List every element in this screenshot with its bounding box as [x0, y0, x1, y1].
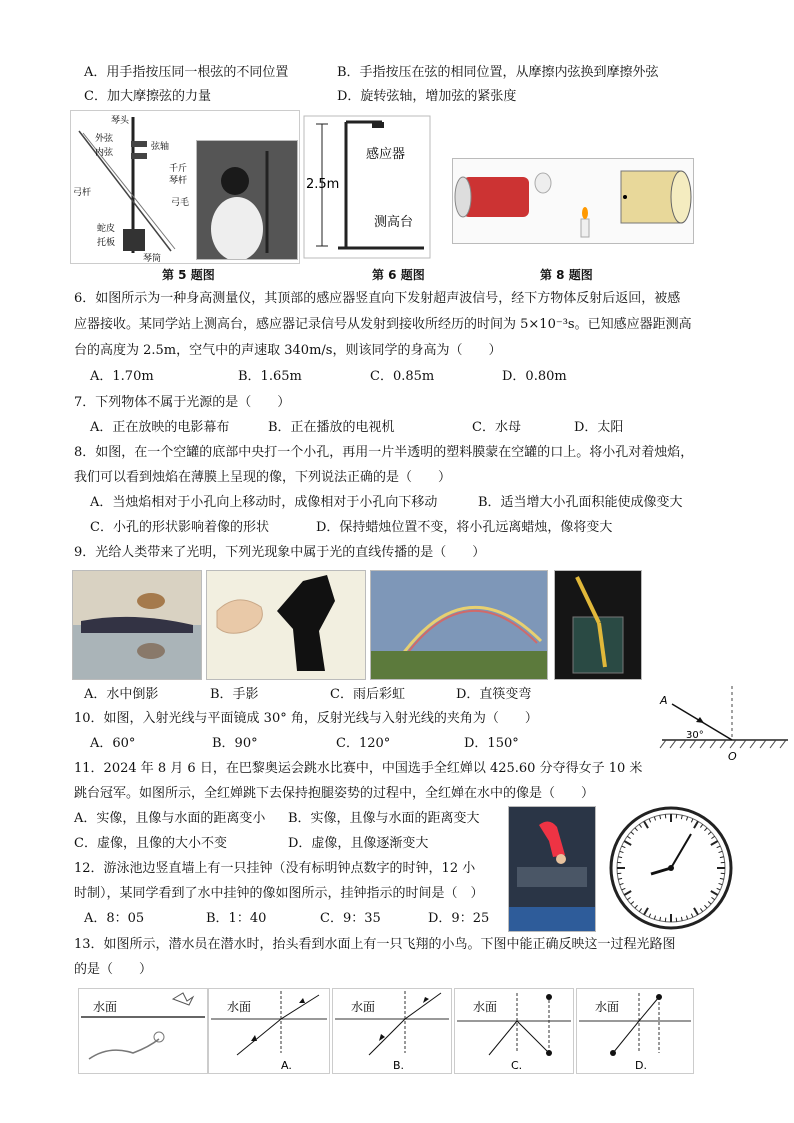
q8-option-d: D．保持蜡烛位置不变，将小孔远离蜡烛，像将变大	[316, 520, 613, 535]
q13-line-2: 的是（ ）	[74, 962, 153, 977]
q11-line-1: 11．2024 年 8 月 6 日，在巴黎奥运会跳水比赛中，中国选手全红婵以 425.60 分夺得女子 10 米	[74, 761, 643, 776]
q13-b-label: B.	[393, 1059, 405, 1072]
q7-option-d: D．太阳	[574, 420, 624, 435]
q6-option-b: B．1.65m	[238, 369, 302, 384]
q12-option-c: C．9：35	[320, 911, 381, 926]
q6-line-3: 台的高度为 2.5m，空气中的声速取 340m/s，则该同学的身高为（ ）	[74, 343, 502, 358]
q9-option-a: A．水中倒影	[84, 687, 159, 702]
q11-option-a: A．实像，且像与水面的距离变小	[74, 811, 266, 826]
q6-option-d: D．0.80m	[502, 369, 567, 384]
q12-option-d: D．9：25	[428, 911, 490, 926]
q6-line-2: 应器接收。某同学站上测高台，感应器记录信号从发射到接收所经历的时间为 5×10⁻³s。已知感应器距测高	[74, 317, 692, 332]
q11-line-2: 跳台冠军。如图所示，全红婵跳下去保持抱腿姿势的过程中，全红婵在水中的像是（ ）	[74, 786, 595, 801]
q11-option-b: B．实像，且像与水面的距离变大	[288, 811, 480, 826]
q5-option-b: B．手指按压在弦的相同位置，从摩擦内弦换到摩擦外弦	[337, 65, 659, 80]
label-tuoban: 托板	[97, 238, 116, 248]
caption-fig8: 第 8 题图	[540, 268, 593, 282]
q10-option-d: D．150°	[464, 736, 519, 751]
q6-option-a: A．1.70m	[90, 369, 154, 384]
q8-option-b: B．适当增大小孔面积能使成像变大	[478, 495, 683, 510]
q13-option-d-diagram[interactable]	[576, 988, 694, 1074]
q12-line-1: 12．游泳池边竖直墙上有一只挂钟（没有标明钟点数字的时钟，12 小	[74, 861, 476, 876]
label-waixian: 外弦	[95, 134, 114, 144]
q10-stem: 10．如图，入射光线与平面镜成 30° 角，反射光线与入射光线的夹角为（ ）	[74, 711, 538, 726]
q5-option-d: D．旋转弦轴，增加弦的紧张度	[337, 89, 517, 104]
platform-label: 测高台	[374, 215, 414, 230]
sensor-label: 感应器	[366, 147, 406, 162]
q12-option-b: B．1：40	[206, 911, 267, 926]
q13-a-water: 水面	[227, 1000, 252, 1014]
q8-line-1: 8．如图，在一个空罐的底部中央打一个小孔，再用一片半透明的塑料膜蒙在空罐的口上。将小孔对着烛焰，	[74, 445, 694, 460]
q9-stem: 9．光给人类带来了光明，下列光现象中属于光的直线传播的是（ ）	[74, 545, 486, 560]
clock-image	[606, 804, 736, 932]
q13-d-water: 水面	[595, 1000, 620, 1014]
q13-line-1: 13．如图所示，潜水员在潜水时，抬头看到水面上有一只飞翔的小鸟。下图中能正确反映这一过程光路图	[74, 937, 676, 952]
label-qintong: 琴筒	[143, 254, 162, 263]
q12-line-2: 时制），某同学看到了水中挂钟的像如图所示，挂钟指示的时间是（ ）	[74, 886, 484, 901]
photo-rainbow	[370, 570, 548, 680]
label-shepi: 蛇皮	[97, 224, 116, 234]
label-qianjin: 千斤	[169, 164, 188, 174]
q13-option-c-diagram[interactable]	[454, 988, 574, 1074]
q6-option-c: C．0.85m	[370, 369, 435, 384]
q7-stem: 7．下列物体不属于光源的是（ ）	[74, 395, 291, 410]
q13-c-label: C.	[511, 1059, 523, 1072]
label-neixian: 内弦	[95, 148, 114, 158]
q13-diver-bird-sketch	[78, 988, 208, 1074]
q7-option-a: A．正在放映的电影幕布	[90, 420, 230, 435]
q8-option-a: A．当烛焰相对于小孔向上移动时，成像相对于小孔向下移动	[90, 495, 438, 510]
q6-line-1: 6．如图所示为一种身高测量仪，其顶部的感应器竖直向下发射超声波信号，经下方物体反射后返回，被感	[74, 291, 681, 306]
q7-option-b: B．正在播放的电视机	[268, 420, 395, 435]
label-qintou: 琴头	[111, 116, 130, 126]
q12-option-a: A．8：05	[84, 911, 145, 926]
fig8-pinhole-setup	[452, 158, 694, 244]
label-gongmao: 弓毛	[171, 198, 190, 208]
photo-water-reflection	[72, 570, 202, 680]
q9-option-b: B．手影	[210, 687, 259, 702]
fig6-height-meter	[302, 114, 432, 260]
q10-mirror-figure	[656, 684, 792, 764]
q5-option-c: C．加大摩擦弦的力量	[84, 89, 211, 104]
erhu-player-photo	[196, 140, 298, 260]
height-label: 2.5m	[306, 177, 340, 192]
q9-option-c: C．雨后彩虹	[330, 687, 405, 702]
caption-fig6: 第 6 题图	[372, 268, 425, 282]
q13-option-b-diagram[interactable]	[332, 988, 452, 1074]
q8-line-2: 我们可以看到烛焰在薄膜上呈现的像，下列说法正确的是（ ）	[74, 470, 452, 485]
q10-option-a: A．60°	[90, 736, 136, 751]
q11-option-d: D．虚像，且像逐渐变大	[288, 836, 429, 851]
q13-c-water: 水面	[473, 1000, 498, 1014]
photo-bent-chopstick	[554, 570, 642, 680]
q13-a-label: A.	[281, 1059, 292, 1072]
q10-option-c: C．120°	[336, 736, 391, 751]
q10-option-b: B．90°	[212, 736, 258, 751]
label-gonggan: 弓杆	[73, 188, 92, 198]
caption-fig5: 第 5 题图	[162, 268, 215, 282]
q7-option-c: C．水母	[472, 420, 521, 435]
angle-label: 30°	[686, 730, 704, 741]
label-xianzhou: 弦轴	[151, 142, 170, 152]
point-a-label: A	[660, 694, 668, 707]
q5-option-a: A．用手指按压同一根弦的不同位置	[84, 65, 289, 80]
point-o-label: O	[728, 750, 737, 763]
photo-diver	[508, 806, 596, 932]
q13-d-label: D.	[635, 1059, 647, 1072]
q13-water-label: 水面	[93, 1000, 118, 1014]
q8-option-c: C．小孔的形状影响着像的形状	[90, 520, 269, 535]
photo-hand-shadow	[206, 570, 366, 680]
q13-option-a-diagram[interactable]	[208, 988, 330, 1074]
q13-b-water: 水面	[351, 1000, 376, 1014]
label-qingan: 琴杆	[169, 176, 188, 186]
q9-option-d: D．直筷变弯	[456, 687, 532, 702]
q11-option-c: C．虚像，且像的大小不变	[74, 836, 227, 851]
